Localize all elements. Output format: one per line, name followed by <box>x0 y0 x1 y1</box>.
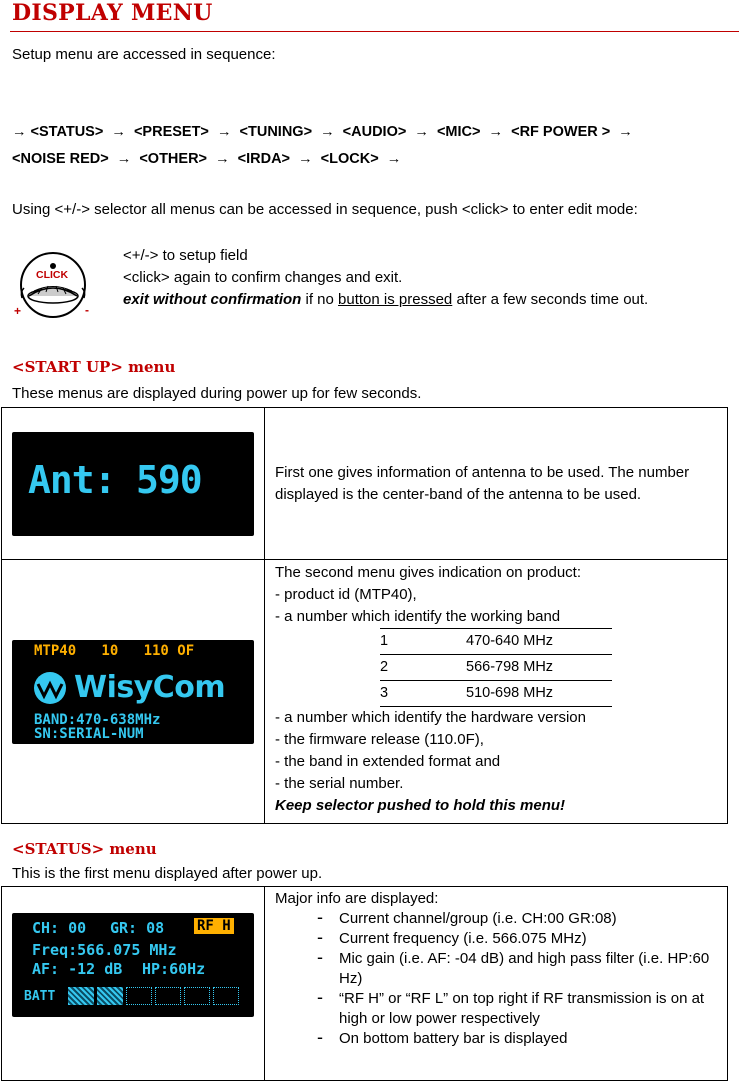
product-item: - the firmware release (110.0F), <box>275 731 484 748</box>
wisycom-logo-icon <box>32 670 68 706</box>
battery-seg-4 <box>155 987 181 1005</box>
status-row <box>2 887 728 1081</box>
product-screen-cell <box>2 560 265 824</box>
selector-line3 <box>123 291 648 308</box>
status-af-gain: AF: -12 dB <box>32 960 123 978</box>
sequence-arrow-icon: → <box>208 124 240 140</box>
band-range: 566-798 MHz <box>466 655 612 681</box>
click-label: CLICK <box>36 269 69 281</box>
knob-icon <box>14 252 96 324</box>
status-channel: CH: 00 <box>32 919 87 937</box>
usage-text: Using <+/-> selector all menus can be accessed in sequence, push <click> to enter edit mode: <box>12 201 638 218</box>
battery-bar <box>68 987 243 1005</box>
status-frequency: Freq:566.075 MHz <box>32 941 177 959</box>
sequence-arrow-icon: → <box>290 151 321 167</box>
sequence-item: <TUNING> <box>239 124 313 140</box>
sequence-item: <OTHER> <box>139 151 208 167</box>
product-serial-line: SN:SERIAL-NUM <box>34 725 144 742</box>
startup-row-antenna <box>2 408 728 560</box>
exit-without-confirmation: exit without confirmation <box>123 291 302 308</box>
sequence-arrow-icon: → <box>312 124 343 140</box>
product-hold-note: Keep selector pushed to hold this menu! <box>275 797 566 814</box>
band-row <box>380 681 612 707</box>
sequence-item: <STATUS> <box>30 124 104 140</box>
antenna-text: First one gives information of antenna to be used. The number displayed is the center-band of the antenna to be used. <box>275 463 690 503</box>
selector-line2: <click> again to confirm changes and exit. <box>123 269 403 286</box>
sequence-item: <NOISE RED> <box>12 151 109 167</box>
band-number: 2 <box>380 655 466 681</box>
product-item: - the band in extended format and <box>275 753 501 770</box>
sequence-item: <AUDIO> <box>342 124 407 140</box>
band-number: 3 <box>380 681 466 707</box>
status-intro: Major info are displayed: <box>275 890 439 907</box>
sequence-item: <PRESET> <box>133 124 209 140</box>
status-heading: <STATUS> menu <box>12 840 157 858</box>
startup-heading: <START UP> menu <box>12 358 176 376</box>
antenna-text-cell <box>265 408 728 560</box>
battery-seg-1 <box>68 987 94 1005</box>
status-oled-screen <box>12 913 254 1017</box>
sequence-arrow-icon: → <box>103 124 134 140</box>
selector-line1: <+/-> to setup field <box>123 247 248 264</box>
product-oled-screen <box>12 640 254 744</box>
startup-desc: These menus are displayed during power up for few seconds. <box>12 385 422 402</box>
product-items-b <box>275 707 717 795</box>
startup-row-product <box>2 560 728 824</box>
sequence-item: <IRDA> <box>237 151 291 167</box>
plus-label: + <box>14 304 22 318</box>
product-items-a <box>275 584 717 628</box>
status-info-item: - “RF H” or “RF L” on top right if RF transmission is on at high or low power respectively <box>275 989 717 1029</box>
product-top-line: MTP40 10 110 OF <box>34 642 195 659</box>
sequence-arrow-icon: → <box>12 124 31 140</box>
sequence-item: <MIC> <box>436 124 481 140</box>
antenna-oled-screen <box>12 432 254 536</box>
sequence-arrow-icon: → <box>108 151 140 167</box>
click-selector-graphic <box>14 252 96 324</box>
status-desc: This is the first menu displayed after power up. <box>12 865 323 882</box>
battery-seg-2 <box>97 987 123 1005</box>
battery-seg-6 <box>213 987 239 1005</box>
selector-line3-mid: if no <box>301 291 339 308</box>
product-band-line: BAND:470-638MHz <box>34 711 161 728</box>
status-screen-cell <box>2 887 265 1081</box>
battery-seg-5 <box>184 987 210 1005</box>
sequence-arrow-icon: → <box>480 124 512 140</box>
antenna-label: Ant: <box>28 457 116 502</box>
battery-seg-3 <box>126 987 152 1005</box>
sequence-arrow-icon: → <box>406 124 437 140</box>
band-range: 470-640 MHz <box>466 629 612 655</box>
band-row <box>380 655 612 681</box>
sequence-item: <RF POWER > <box>511 124 611 140</box>
wisycom-logo-text: WisyCom <box>74 669 226 705</box>
sequence-item: <LOCK> <box>320 151 379 167</box>
status-highpass: HP:60Hz <box>142 960 206 978</box>
status-group: GR: 08 <box>110 919 165 937</box>
minus-label: - <box>85 303 89 317</box>
startup-table <box>1 407 728 824</box>
product-item: - the serial number. <box>275 775 404 792</box>
page-title: DISPLAY MENU <box>12 0 213 26</box>
product-intro: The second menu gives indication on product: <box>275 564 582 581</box>
band-number: 1 <box>380 629 466 655</box>
status-items <box>275 909 717 1049</box>
status-info-item: - On bottom battery bar is displayed <box>275 1029 717 1049</box>
title-rule <box>10 31 739 32</box>
sequence-arrow-icon: → <box>378 151 410 167</box>
band-table <box>380 628 612 707</box>
product-item: - a number which identify the hardware version <box>275 709 586 726</box>
product-item: - a number which identify the working band <box>275 608 561 625</box>
status-table <box>1 886 728 1081</box>
sequence-arrow-icon: → <box>610 124 641 140</box>
band-range: 510-698 MHz <box>466 681 612 707</box>
menu-sequence-line1 <box>12 124 641 140</box>
menu-sequence-line2 <box>12 151 409 167</box>
selector-line3-underlined: button is pressed <box>338 291 453 308</box>
intro-text: Setup menu are accessed in sequence: <box>12 46 276 63</box>
product-item: - product id (MTP40), <box>275 586 417 603</box>
sequence-arrow-icon: → <box>207 151 238 167</box>
product-text-cell <box>265 560 728 824</box>
antenna-value: 590 <box>136 457 202 502</box>
status-info-item: - Current channel/group (i.e. CH:00 GR:08) <box>275 909 717 929</box>
antenna-screen-cell <box>2 408 265 560</box>
band-row <box>380 629 612 655</box>
status-info-item: - Mic gain (i.e. AF: -04 dB) and high pass filter (i.e. HP:60 Hz) <box>275 949 717 989</box>
status-text-cell <box>265 887 728 1081</box>
status-rf-power-badge: RF H <box>194 918 234 934</box>
selector-line3-end: after a few seconds time out. <box>452 291 649 308</box>
status-batt-label: BATT <box>24 989 56 1004</box>
status-info-item: - Current frequency (i.e. 566.075 MHz) <box>275 929 717 949</box>
